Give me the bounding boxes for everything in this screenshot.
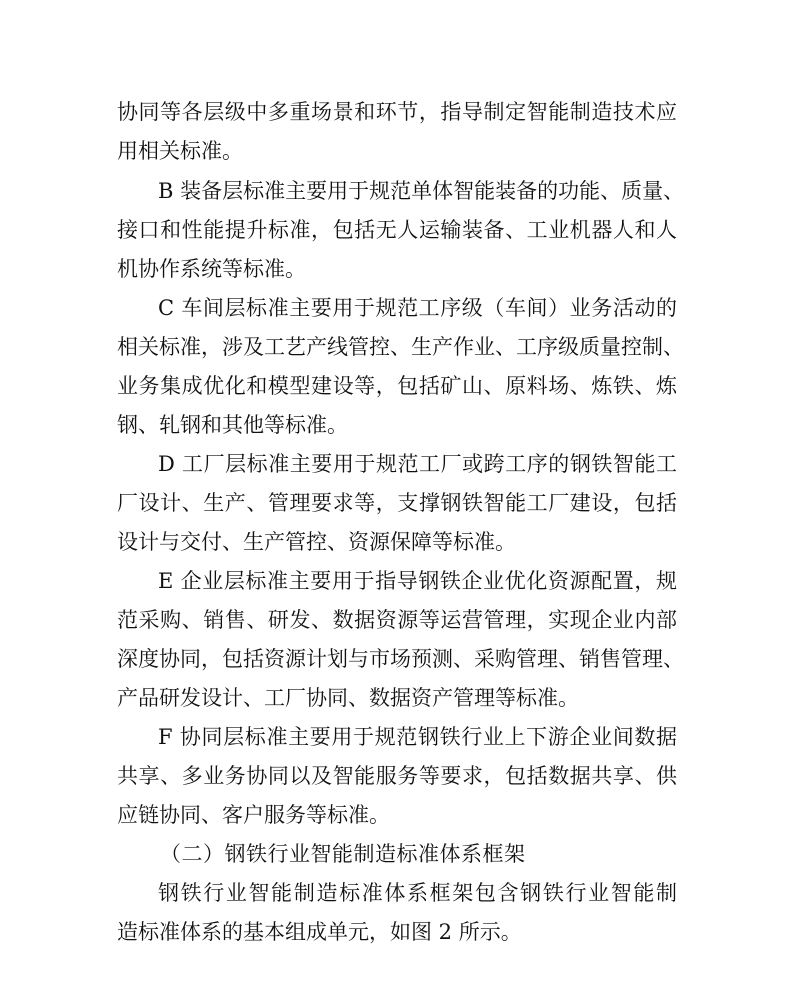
paragraph-line: 用相关标准。 xyxy=(117,139,243,163)
paragraph-line: 造标准体系的基本组成单元，如图 2 所示。 xyxy=(117,920,522,944)
paragraph-line: 应链协同、客户服务等标准。 xyxy=(117,803,390,827)
paragraph-line: 相关标准，涉及工艺产线管控、生产作业、工序级质量控制、 xyxy=(117,335,684,359)
paragraph-line: B 装备层标准主要用于规范单体智能装备的功能、质量、 xyxy=(158,179,685,203)
paragraph-line: 范采购、销售、研发、数据资源等运营管理，实现企业内部 xyxy=(117,608,677,632)
paragraph-line: F 协同层标准主要用于规范钢铁行业上下游企业间数据 xyxy=(158,725,677,749)
paragraph-line: 设计与交付、生产管控、资源保障等标准。 xyxy=(117,530,516,554)
paragraph-line: 共享、多业务协同以及智能服务等要求，包括数据共享、供 xyxy=(117,764,677,788)
paragraph-line: D 工厂层标准主要用于规范工厂或跨工序的钢铁智能工 xyxy=(158,452,677,476)
section-heading: （二）钢铁行业智能制造标准体系框架 xyxy=(160,842,526,866)
paragraph-line: 产品研发设计、工厂协同、数据资产管理等标准。 xyxy=(117,686,579,710)
paragraph-line: 深度协同，包括资源计划与市场预测、采购管理、销售管理、 xyxy=(117,647,684,671)
paragraph-line: 业务集成优化和模型建设等，包括矿山、原料场、炼铁、炼 xyxy=(117,374,677,398)
paragraph-line: 接口和性能提升标准，包括无人运输装备、工业机器人和人 xyxy=(117,218,677,242)
paragraph-line: 协同等各层级中多重场景和环节，指导制定智能制造技术应 xyxy=(117,100,677,124)
paragraph-line: C 车间层标准主要用于规范工序级（车间）业务活动的 xyxy=(158,296,677,320)
paragraph-line: 钢铁行业智能制造标准体系框架包含钢铁行业智能制 xyxy=(158,881,677,905)
paragraph-line: 厂设计、生产、管理要求等，支撑钢铁智能工厂建设，包括 xyxy=(117,491,677,515)
paragraph-line: 钢、轧钢和其他等标准。 xyxy=(117,413,348,437)
paragraph-line: E 企业层标准主要用于指导钢铁企业优化资源配置，规 xyxy=(158,569,677,593)
paragraph-line: 机协作系统等标准。 xyxy=(117,257,306,281)
